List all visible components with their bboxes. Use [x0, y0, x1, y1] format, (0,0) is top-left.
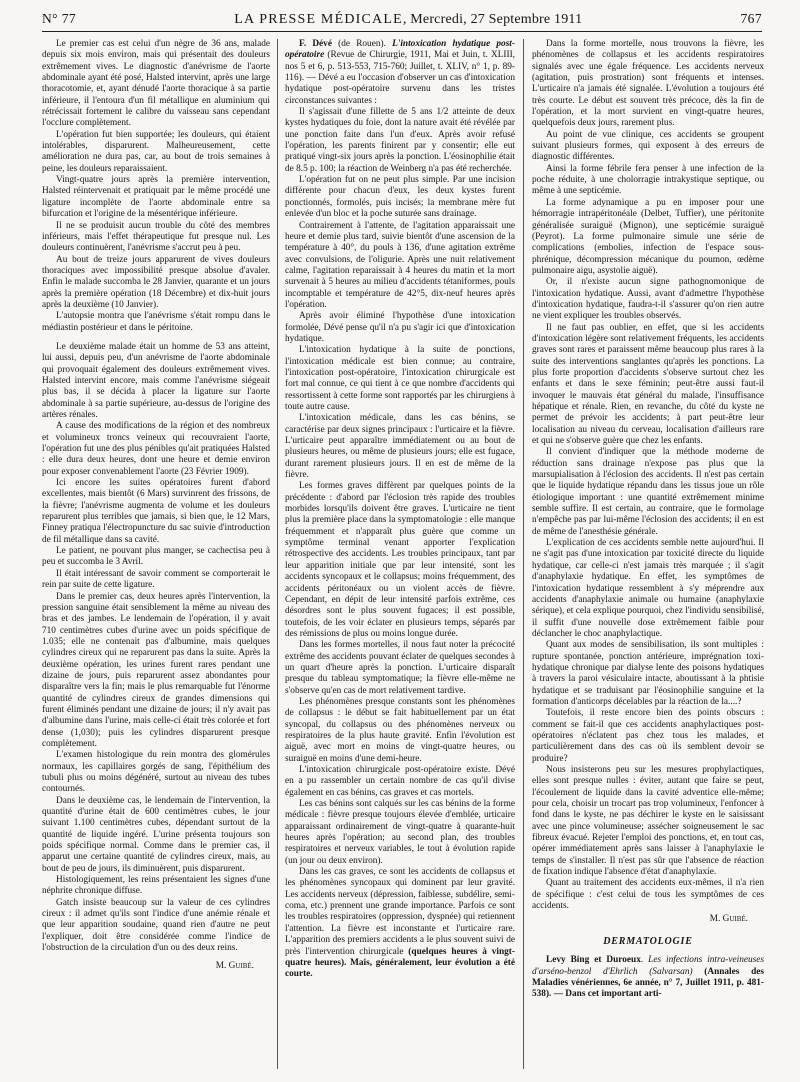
- reference-title: L'intoxication hydatique post-opératoire: [285, 39, 515, 61]
- paragraph: Les cas bénins sont calqués sur les cas bénins de la forme médicale : fièvre presque toujours élevée d'emblée, urticaire apparaissant ordinairement de vingt-quatre à quarante-huit heures après l'opération; au second plan, des troubles respiratoires et nerveux variables, le tout à évolution rapide (un jour ou deux environ).: [285, 799, 515, 866]
- reference-title: Les infections intra-veineuses d'arséno-benzol d'Ehrlich (Salvarsan): [532, 955, 764, 977]
- paragraph: Les formes graves diffèrent par quelques points de la précédente : d'abord par l'éclosion très rapide des troubles morbides lorsqu'ils doivent être graves. L'urticaire ne tient plus la première place dans la symptomatologie : elle manque fréquemment et n'apparaît plus guère que comme un symptôme terminal venant apporter l'explication rétrospective des accidents. Les troubles principaux, tant par leur apparition initiale que par leur intensité, sont les accidents syncopaux et le collapsus; moins fréquemment, des accidents péritonéaux ou un violent accès de fièvre. Cependant, en dépit de leur intensité parfois extrême, ces désordres sont le plus souvent fugaces; il est possible, toutefois, de les voir éclater en plusieurs temps, séparés par des rémissions de plus ou moins longue durée.: [285, 481, 515, 639]
- paragraph: [285, 867, 515, 980]
- paragraph: L'intoxication chirurgicale post-opératoire existe. Dévé en a pu rassembler un certain nombre de cas qu'il divise également en cas bénins, cas graves et cas mortels.: [285, 765, 515, 798]
- paragraph: L'explication de ces accidents semble nette aujourd'hui. Il ne s'agit pas d'une intoxication par toxicité directe du liquide hydatique, car celle-ci n'est jamais très marquée ; il s'agit d'anaphylaxie hydatique. En effet, les symptômes de l'intoxication hydatique ressemblent à s'y méprendre aux accidents d'anaphylaxie animale ou humaine (anaphylaxie sérique), et cela explique pourquoi, chez l'individu sensibilisé, il suffit d'une nouvelle dose extrêmement faible pour déclancher le choc anaphylactique.: [532, 538, 764, 639]
- journal-name: LA PRESSE MÉDICALE: [234, 12, 403, 27]
- paragraph: Or, il n'existe aucun signe pathognomonique de l'intoxication hydatique. Aussi, avant d'admettre l'hypothèse d'intoxication hydatique, faudra-t-il s'assurer qu'on rien autre ne vient expliquer les troubles observés.: [532, 277, 764, 322]
- author-signature: M. Guibé.: [215, 960, 254, 971]
- paragraph: Quant au traitement des accidents eux-mêmes, il n'a rien de spécifique : c'est celui de tous les symptômes de ces accidents.: [532, 878, 764, 912]
- article-reference: [532, 955, 764, 1000]
- paragraph: La forme adynamique a pu en imposer pour une hémorragie intrapéritonéale (Delbet, Tuffier), une péritonite généralisée suraiguë (Mignon), une septicémie suraiguë (Peyrot). La forme pulmonaire simule une série de complications (embolies, infection de l'espace sous-phrénique, décompression mécanique du poumon, œdème pulmonaire aigu, asystolie aiguë).: [532, 197, 764, 276]
- paragraph: Quant aux modes de sensibilisation, ils sont multiples : rupture spontanée, ponction antérieure, imprégnation toxi-hydatique chronique par dialyse lente des poisons hydatiques à travers la paroi vésiculaire intacte, aboutissant à la phtisie hydatique et se traduisant par l'éosinophilie sanguine et la formation d'anticorps décelables par la réaction de la....?: [532, 640, 764, 707]
- author-signature: M. Guibé.: [709, 914, 748, 925]
- reference-place: (de Rouen).: [331, 39, 393, 49]
- reference-source: (Revue de Chirurgie, 1911, Mai et Juin, t. XLIII, nos 5 et 6, p. 513-553, 715-760; Juillet, t. XLIV, n° 1, p. 89-116). — Dévé a eu l'occasion d'observer un cas d'intoxication hydatique post-opératoire survenu dans les tristes circonstances suivantes :: [285, 50, 515, 106]
- reference-author: Levy Bing et Duroeux: [546, 955, 641, 966]
- paragraph: Après avoir éliminé l'hypothèse d'une intoxication formolée, Dévé pense qu'il n'a pu s'agir ici que d'intoxication hydatique.: [285, 311, 515, 344]
- paragraph: Il ne faut pas oublier, en effet, que si les accidents d'intoxication légère sont relativement fréquents, les accidents graves sont rares et paraissent même beaucoup plus rares à la suite des interventions sanglantes qu'après les ponctions. La plus forte proportion d'accidents s'observe surtout chez les enfants et dans le sexe féminin; peut-être aussi faut-il invoquer le mauvais état général du malade, l'insuffisance hépatique et rénale. Rien, en revanche, du côté du kyste ne permet de prévoir les accidents; à part peut-être leur localisation au niveau du cerveau, localisation d'ailleurs rare et qui ne s'observe guère que chez les enfants.: [532, 322, 764, 447]
- issue-number: N° 77: [42, 11, 77, 26]
- column-left: [42, 39, 270, 972]
- reference-author: F. Dévé: [299, 39, 332, 49]
- paragraph: L'autopsie montra que l'anévrisme s'était rompu dans le médiastin postérieur et dans le péritoine.: [42, 311, 270, 333]
- paragraph: Au bout de treize jours apparurent de vives douleurs thoraciques avec impossibilité presque absolue d'avaler. Enfin le malade succomba le 28 Janvier, quarante et un jours après la première opération (18 Décembre) et dix-huit jours après la deuxième (10 Janvier).: [42, 254, 270, 310]
- running-title: [234, 12, 582, 28]
- column-divider-2: [523, 39, 524, 1069]
- page-header: [42, 11, 762, 29]
- paragraph: Il ne se produisit aucun trouble du côté des membres inférieurs, mais l'effet thérapeutique fut presque nul. Les douleurs continuèrent, l'anévrisme s'accrut peu à peu.: [42, 220, 270, 254]
- paragraph: Le deuxième malade était un homme de 53 ans atteint, lui aussi, depuis peu, d'un anévrisme de l'aorte abdominale qui provoquait également des douleurs extrêmement vives. Halsted intervint encore, mais comme l'anévrisme siégeait plus bas, il se décida à placer la ligature sur l'aorte abdominale à sa partie supérieure, au-dessus de l'origine des artères rénales.: [42, 341, 270, 420]
- paragraph: Il était intéressant de savoir comment se comporterait le rein par suite de cette ligature.: [42, 568, 270, 591]
- paragraph-text: Dans les cas graves, ce sont les accidents de collapsus et les phénomènes syncopaux qui dominent par leur gravité. Les accidents nerveux (dépression, faiblesse, subdélire, semi-coma, etc.) prennent une grande importance. Parfois ce sont les troubles respiratoires (oppression, dyspnée) qui retiennent l'attention. La fièvre est inconstante et l'urticaire rare. L'apparition des premiers accidents a le plus souvent suivi de près l'intervention chirurgicale: [285, 867, 515, 957]
- paragraph: Le premier cas est celui d'un nègre de 36 ans, malade depuis six mois environ, mais qui présentait des douleurs extrêmement vives. Le diagnostic d'anévrisme de l'aorte abdominale ayant été posé, Halsted intervint, après une large thoracotomie, et, ayant dénudé l'aorte thoracique à sa partie inférieure, il l'entoura d'un fil métallique en aluminium qui rétrécissait fortement le calibre du vaisseau sans cependant l'occlure complètement.: [42, 39, 270, 129]
- bold-text: (quelques heures à vingt-quatre heures). Mais, généralement, leur évolution a été courte.: [285, 946, 515, 980]
- column-middle: [285, 39, 515, 981]
- paragraph: Nous insisterons peu sur les mesures prophylactiques, elles sont presque nulles : éviter, autant que faire se peut, l'écoulement de liquide dans la cavité adventice elle-même; pour cela, choisir un trocart pas trop volumineux, l'enfoncer à fond dans le kyste, ne pas déchirer le kyste en le saisissant avec une pince volumineuse; assécher soigneusement le sac fibreux évacué. Rejeter l'emploi des ponctions, et, en tout cas, opérer immédiatement après sans laisser à l'anaphylaxie le temps de s'installer. Il n'est pas sûr que l'absence de réaction de fixation indique l'absence d'état d'anaphylaxie.: [532, 765, 764, 878]
- section-heading: DERMATOLOGIE: [603, 935, 693, 947]
- paragraph: Ainsi la forme fébrile fera penser à une infection de la poche réduite, à une cholorragie intrakystique septique, ou même à une septicémie.: [532, 163, 764, 197]
- paragraph: Dans la forme mortelle, nous trouvons la fièvre, les phénomènes de collapsus et les accidents respiratoires signalés avec une égale fréquence. Les accidents nerveux (agitation, puis prostration) sont fréquents et intenses. L'urticaire n'a jamais été signalée. L'évolution a toujours été très courte. Le début est souvent très précoce, dès la fin de l'opération, et la mort survient en vingt-quatre heures, quelquefois deux jours, rarement plus.: [532, 39, 764, 129]
- paragraph: Il s'agissait d'une fillette de 5 ans 1/2 atteinte de deux kystes hydatiques du foie, dont la nature avait été révélée par une ponction faite dans l'un d'eux. Après avoir refusé l'opération, les parents finirent par y consentir; elle eut pratiqué vingt-six jours après la ponction. L'éosinophilie était de 8.5 p. 100; la réaction de Weinberg n'a pas été recherchée.: [285, 107, 515, 174]
- paragraph: Vingt-quatre jours après la première intervention, Halsted réintervenait et pratiquait par le même procédé une ligature incomplète de l'aorte abdominale entre sa bifurcation et l'origine de la mésentérique inférieure.: [42, 175, 270, 220]
- paragraph: Au point de vue clinique, ces accidents se groupent suivant plusieurs formes, qui exposent à des erreurs de diagnostic différentes.: [532, 129, 764, 163]
- paragraph: Les phénomènes presque constants sont les phénomènes de collapsus : le début se fait habituellement par un état syncopal, du collapsus ou des phénomènes nerveux ou respiratoires de la plus haute gravité. Enfin l'évolution est aiguë, avec mort en moins de vingt-quatre heures, ou suraiguë en moins d'une demi-heure.: [285, 696, 515, 764]
- paragraph: L'intoxication médicale, dans les cas bénins, se caractérise par deux signes principaux : l'urticaire et la fièvre. L'urticaire peut apparaître immédiatement ou au bout de plusieurs heures, ou même de plusieurs jours; elle est fugace, durant rarement plusieurs jours. Il en est de même de la fièvre.: [285, 413, 515, 481]
- header-rule: [42, 31, 762, 32]
- reference-separator: .: [640, 955, 649, 966]
- paragraph: L'opération fut bien supportée; les douleurs, qui étaient intolérables, disparurent. Malheureusement, cette amélioration ne dura pas, car, au bout de trois semaines à peine, les douleurs reparaissaient.: [42, 129, 270, 174]
- paragraph: Dans le premier cas, deux heures après l'intervention, la pression sanguine était sensiblement la même au niveau des bras et des jambes. Le lendemain de l'opération, il y avait 710 centimètres cubes d'urine avec un poids spécifique de 1.035; elle ne contenait pas d'albumine, mais quelques cylindres cireux qui ne reparurent pas dans la suite. Après la deuxième opération, les urines furent rares pendant une dizaine de jours, puis reparurent assez abondantes pour disparaître vers la fin; mais le plus remarquable fut l'énorme quantité de cylindres cireux de grandes dimensions qui furent éliminés pendant une dizaine de jours; il n'y avait pas d'albumine dans l'urine, mais celle-ci était très colorée et fort dense (1,030); puis les cylindres disparurent presque complètement.: [42, 591, 270, 749]
- paragraph: Ici encore les suites opératoires furent d'abord excellentes, mais bientôt (6 Mars) survinrent des frissons, de la fièvre; l'anévrisme augmenta de volume et les douleurs reparurent plus terribles que jamais, si bien que, le 12 Mars, Finney pratiqua l'électropuncture du sac suivie d'introduction de fil métallique dans sa cavité.: [42, 478, 270, 545]
- page-number: 767: [740, 11, 762, 26]
- paragraph: Dans le deuxième cas, le lendemain de l'intervention, la quantité d'urine était de 600 centimètres cubes, le jour suivant 1.100 centimètres cubes, dépendant surtout de la quantité de liquide ingéré. L'urine présenta toujours son poids spécifique normal. Comme dans le premier cas, il apparut une certaine quantité de cylindres cireux, mais, au bout de peu de jours, ils diminuèrent, puis disparurent.: [42, 795, 270, 874]
- paragraph: Contrairement à l'attente, de l'agitation apparaissait une heure et demie plus tard, suivie bientôt d'une ascension de la température à 40°, du pouls à 136, d'une agitation extrême avec convulsions, de l'oligurie. Après une nuit relativement calme, l'agitation reparaissait à 4 heures du matin et la mort survenait à 5 heures au milieu d'accidents tétaniformes, pouls incomptable et température de 42°5, dix-neuf heures après l'opération.: [285, 220, 515, 310]
- paragraph: Le patient, ne pouvant plus manger, se cachectisa peu à peu et succomba le 3 Avril.: [42, 546, 270, 568]
- reference-source: (Annales des Maladies vénériennes, 6e année, n° 7, Juillet 1911, p. 481-538). — Dans cet important arti-: [532, 966, 764, 1000]
- paragraph: Dans les formes mortelles, il nous faut noter la précocité extrême des accidents pouvant éclater de quelques secondes à un quart d'heure après la ponction. L'urticaire disparaît presque du tableau symptomatique; la fièvre elle-même ne s'observe qu'en cas de mort relativement tardive.: [285, 640, 515, 696]
- paragraph: L'examen histologique du rein montra des glomérules normaux, les capillaires gorgés de sang, l'épithélium des tubuli plus ou moins dégénéré, surtout au niveau des tubes contournés.: [42, 750, 270, 795]
- paragraph: Histologiquement, les reins présentaient les signes d'une néphrite chronique diffuse.: [42, 875, 270, 897]
- paragraph: Il convient d'indiquer que la méthode moderne de réduction sans drainage n'expose pas plus que la marsupialisation à l'éclosion des accidents. Il n'est pas certain que le liquide hydatique répandu dans les tissus joue un rôle étiologique important : une quantité extrêmement minime semble suffire. Il est certain, au contraire, que le formolage n'empêche pas par lui-même l'éclosion des accidents; il en est de même de l'anesthésie générale.: [532, 447, 764, 537]
- paragraph: Toutefois, il reste encore bien des points obscurs : comment se fait-il que ces accidents anaphylactiques post-opératoires n'éclatent pas chez tous les malades, et particulièrement dans des cas où ils semblent devoir se produire?: [532, 708, 764, 764]
- paragraph: A cause des modifications de la région et des nombreux et volumineux troncs veineux qui recouvraient l'aorte, l'opération fut une des plus pénibles qu'ait pratiquées Halsted : elle dura deux heures, dont une heure et demie environ pour exposer convenablement l'aorte (23 Février 1909).: [42, 421, 270, 477]
- paragraph: L'opération fut on ne peut plus simple. Par une incision différente pour chacun d'eux, les deux kystes furent ponctionnés, formolés, puis incisés; la membrane mère fut enlevée d'un bloc et la poche suturée sans drainage.: [285, 175, 515, 220]
- issue-date: , Mercredi, 27 Septembre 1911: [402, 12, 583, 27]
- column-divider-1: [277, 39, 278, 1069]
- paragraph: Gatch insiste beaucoup sur la valeur de ces cylindres cireux : il admet qu'ils sont l'indice d'une anémie rénale et que leur apparition soudaine, quand rien d'autre ne peut l'expliquer, doit être considérée comme l'indice de l'obstruction de la circulation d'un ou des deux reins.: [42, 897, 270, 954]
- article-reference: [285, 39, 515, 107]
- column-right: [532, 39, 764, 1001]
- paragraph: L'intoxication hydatique à la suite de ponctions, l'intoxication médicale est bien connue; au contraire, l'intoxication post-opératoire, l'intoxication chirurgicale est fort mal connue, ce qui tient à ce que nombre d'accidents qui ressortissent à cette forme sont rapportés par les chirurgiens à toute autre cause.: [285, 345, 515, 412]
